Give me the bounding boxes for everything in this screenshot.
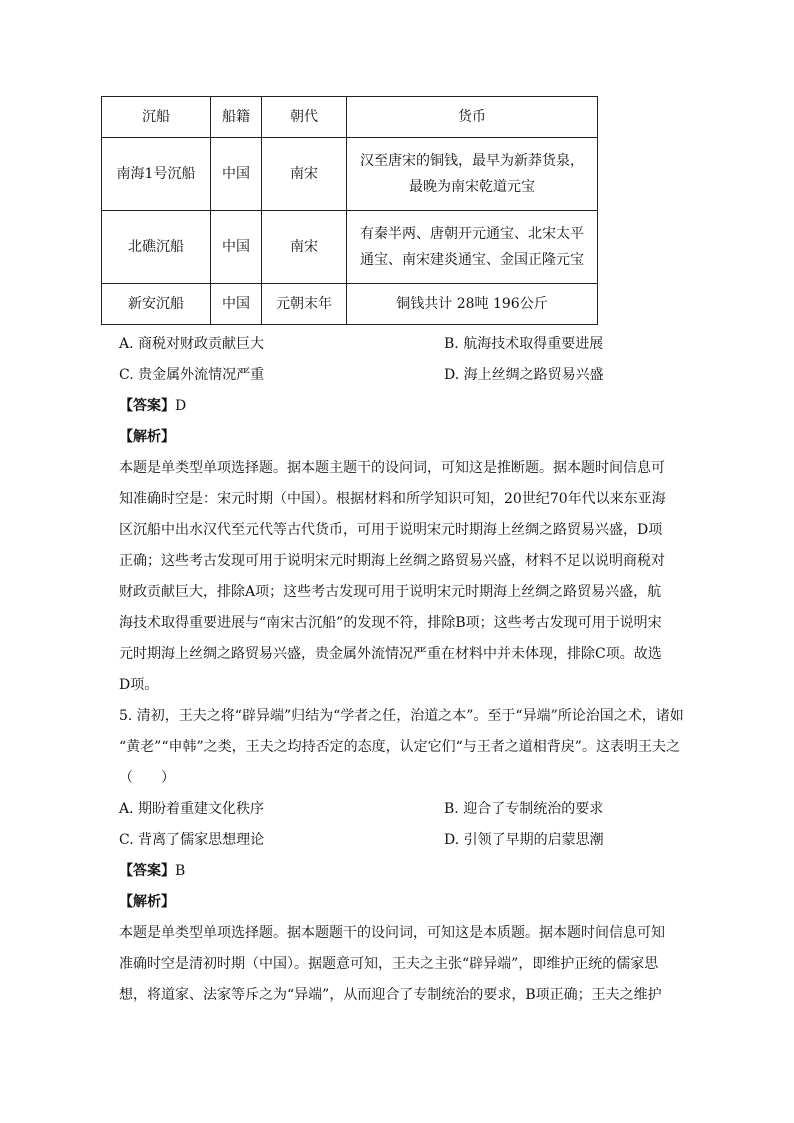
currency-line: 最晚为南宋乾道元宝 — [409, 179, 535, 195]
option-d: D. 海上丝绸之路贸易兴盛 — [444, 367, 604, 383]
cell-ship: 北礁沉船 — [102, 211, 211, 284]
answer-line — [119, 391, 679, 422]
table-row — [102, 138, 598, 211]
analysis-line: 准确时空是清初时期（中国）。据题意可知，王夫之主张“辟异端”，即维护正统的儒家思 — [119, 956, 659, 972]
cell-dynasty: 元朝末年 — [262, 284, 347, 325]
answer-value: D — [175, 398, 187, 414]
option-row — [119, 360, 679, 391]
option-a: A. 商税对财政贡献巨大 — [119, 336, 265, 352]
table-header-row — [102, 97, 598, 138]
table-row — [102, 211, 598, 284]
option-b: B. 迎合了专制统治的要求 — [444, 801, 604, 817]
option-row — [119, 825, 679, 856]
analysis-label: 【解析】 — [119, 429, 175, 445]
cell-registry: 中国 — [211, 211, 262, 284]
option-row — [119, 329, 679, 360]
analysis-line: 想，将道家、法家等斥之为“异端”，从而迎合了专制统治的要求，B项正确；王夫之维护 — [119, 987, 662, 1003]
analysis-line: 正确；这些考古发现可用于说明宋元时期海上丝绸之路贸易兴盛，材料不足以说明商税对 — [119, 553, 665, 569]
currency-line: 通宝、南宋建炎通宝、金国正隆元宝 — [360, 252, 584, 268]
answer-value: B — [175, 863, 186, 879]
answer-label: 【答案】 — [119, 863, 175, 879]
option-a: A. 期盼着重建文化秩序 — [119, 801, 265, 817]
option-c: C. 贵金属外流情况严重 — [119, 367, 265, 383]
cell-currency — [347, 211, 598, 284]
cell-currency: 铜钱共计 28吨 196公斤 — [347, 284, 598, 325]
analysis-line: 本题是单类型单项选择题。据本题主题干的设问词，可知这是推断题。据本题时间信息可 — [119, 460, 665, 476]
cell-ship: 新安沉船 — [102, 284, 211, 325]
answer-line — [119, 856, 679, 887]
cell-dynasty: 南宋 — [262, 138, 347, 211]
cell-registry: 中国 — [211, 138, 262, 211]
question-stem-line: （ ） — [119, 770, 175, 786]
currency-line: 有秦半两、唐朝开元通宝、北宋太平 — [360, 226, 584, 242]
cell-registry: 中国 — [211, 284, 262, 325]
currency-line: 汉至唐宋的铜钱，最早为新莽货泉， — [360, 153, 584, 169]
option-c: C. 背离了儒家思想理论 — [119, 832, 265, 848]
analysis-label: 【解析】 — [119, 894, 175, 910]
analysis-line: 区沉船中出水汉代至元代等古代货币，可用于说明宋元时期海上丝绸之路贸易兴盛，D项 — [119, 522, 663, 538]
analysis-line: D项。 — [119, 677, 159, 693]
cell-ship: 南海1号沉船 — [102, 138, 211, 211]
cell-currency — [347, 138, 598, 211]
question-stem-line: “黄老”“申韩”之类，王夫之均持否定的态度，认定它们“与王者之道相背戾”。这表明王夫之 — [119, 739, 680, 755]
shipwreck-table — [101, 96, 598, 325]
header-ship: 沉船 — [102, 97, 211, 138]
option-row — [119, 794, 679, 825]
header-currency: 货币 — [347, 97, 598, 138]
analysis-line: 元时期海上丝绸之路贸易兴盛，贵金属外流情况严重在材料中并未体现，排除C项。故选 — [119, 646, 662, 662]
cell-dynasty: 南宋 — [262, 211, 347, 284]
table-row — [102, 284, 598, 325]
option-b: B. 航海技术取得重要进展 — [444, 336, 604, 352]
option-d: D. 引领了早期的启蒙思潮 — [444, 832, 604, 848]
analysis-line: 海技术取得重要进展与“南宋古沉船”的发现不符，排除B项；这些考古发现可用于说明宋 — [119, 615, 662, 631]
question-4-section — [119, 329, 679, 701]
header-registry: 船籍 — [211, 97, 262, 138]
question-5-section — [119, 701, 684, 1011]
question-stem-line: 5. 清初，王夫之将“辟异端”归结为“学者之任，治道之本”。至于“异端”所论治国之术，诸如 — [119, 708, 684, 724]
header-dynasty: 朝代 — [262, 97, 347, 138]
analysis-line: 财政贡献巨大，排除A项；这些考古发现可用于说明宋元时期海上丝绸之路贸易兴盛，航 — [119, 584, 662, 600]
answer-label: 【答案】 — [119, 398, 175, 414]
analysis-line: 知准确时空是：宋元时期（中国）。根据材料和所学知识可知，20世纪70年代以来东亚海 — [119, 491, 666, 507]
analysis-line: 本题是单类型单项选择题。据本题题干的设问词，可知这是本质题。据本题时间信息可知 — [119, 925, 665, 941]
